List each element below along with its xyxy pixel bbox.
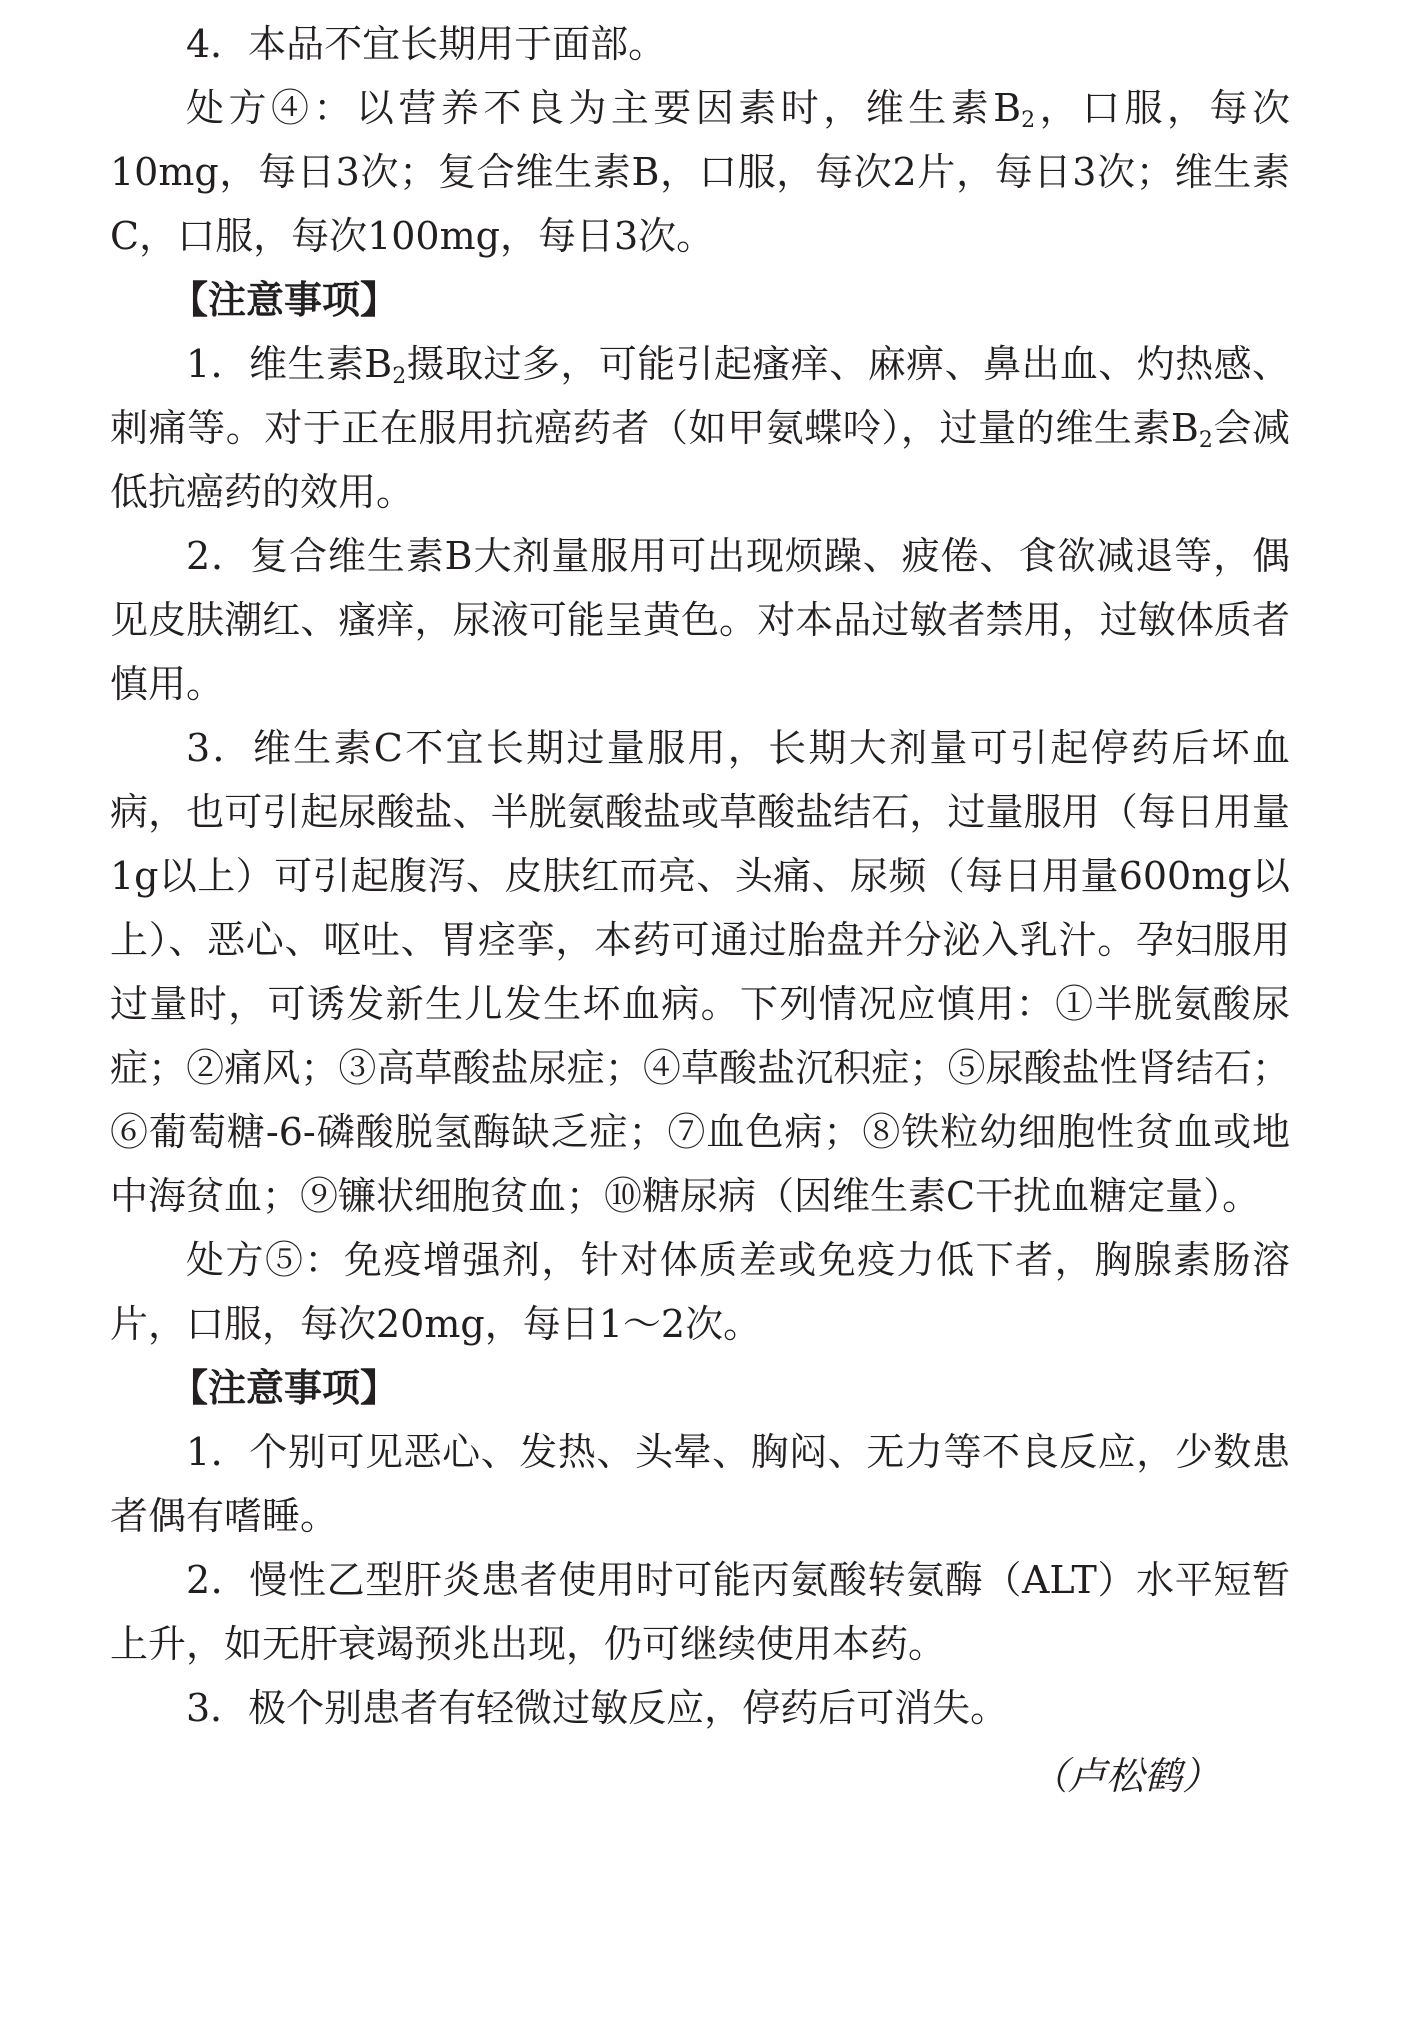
document-page xyxy=(110,0,1290,1808)
precaution-item-1 xyxy=(110,332,1290,524)
precaution-item-2: 2．复合维生素B大剂量服用可出现烦躁、疲倦、食欲减退等，偶见皮肤潮红、瘙痒，尿液可能呈黄色。对本品过敏者禁用，过敏体质者慎用。 xyxy=(110,534,1290,706)
prescription-4-paragraph xyxy=(110,76,1290,268)
paragraph-item-4 xyxy=(110,12,1290,76)
paragraph-text: 摄取过多，可能引起瘙痒、麻痹、鼻出血、灼热感、刺痛等。对于正在服用抗癌药者（如甲氨蝶呤），过量的维生素B xyxy=(110,342,1290,450)
subscript: 2 xyxy=(1021,108,1036,133)
section-heading-precautions-2: 【注意事项】 xyxy=(170,1366,399,1410)
author-signature: （卢松鹤） xyxy=(1029,1754,1220,1798)
prescription-5-paragraph: 处方⑤：免疫增强剂，针对体质差或免疫力低下者，胸腺素肠溶片，口服，每次20mg，每日1～2次。 xyxy=(110,1238,1290,1346)
subscript: 2 xyxy=(392,364,407,389)
section-heading-precautions: 【注意事项】 xyxy=(170,278,399,322)
paragraph-text: 处方④：以营养不良为主要因素时，维生素B xyxy=(186,86,1022,130)
paragraph-text: 4．本品不宜长期用于面部。 xyxy=(186,22,667,66)
precaution-item-2b: 2．慢性乙型肝炎患者使用时可能丙氨酸转氨酶（ALT）水平短暂上升，如无肝衰竭预兆出现，仍可继续使用本药。 xyxy=(110,1558,1290,1666)
precaution-item-3b: 3．极个别患者有轻微过敏反应，停药后可消失。 xyxy=(186,1686,1009,1730)
precaution-item-3: 3．维生素C不宜长期过量服用，长期大剂量可引起停药后坏血病，也可引起尿酸盐、半胱氨酸盐或草酸盐结石，过量服用（每日用量1g以上）可引起腹泻、皮肤红而亮、头痛、尿频（每日用量600mg以上）、恶心、呕吐、胃痉挛，本药可通过胎盘并分泌入乳汁。孕妇服用过量时，可诱发新生儿发生坏血病。下列情况应慎用：①半胱氨酸尿症；②痛风；③高草酸盐尿症；④草酸盐沉积症；⑤尿酸盐性肾结石；⑥葡萄糖-6-磷酸脱氢酶缺乏症；⑦血色病；⑧铁粒幼细胞性贫血或地中海贫血；⑨镰状细胞贫血；⑩糖尿病（因维生素C干扰血糖定量）。 xyxy=(110,726,1290,1218)
precaution-item-1b: 1．个别可见恶心、发热、头晕、胸闷、无力等不良反应，少数患者偶有嗜睡。 xyxy=(110,1430,1290,1538)
paragraph-text: 会减低抗癌药的效用。 xyxy=(110,406,1290,514)
paragraph-text: ，口服，每次10mg，每日3次；复合维生素B，口服，每次2片，每日3次；维生素C，口服，每次100mg，每日3次。 xyxy=(110,86,1290,258)
paragraph-text: 1．维生素B xyxy=(186,342,393,386)
subscript: 2 xyxy=(1198,428,1213,453)
